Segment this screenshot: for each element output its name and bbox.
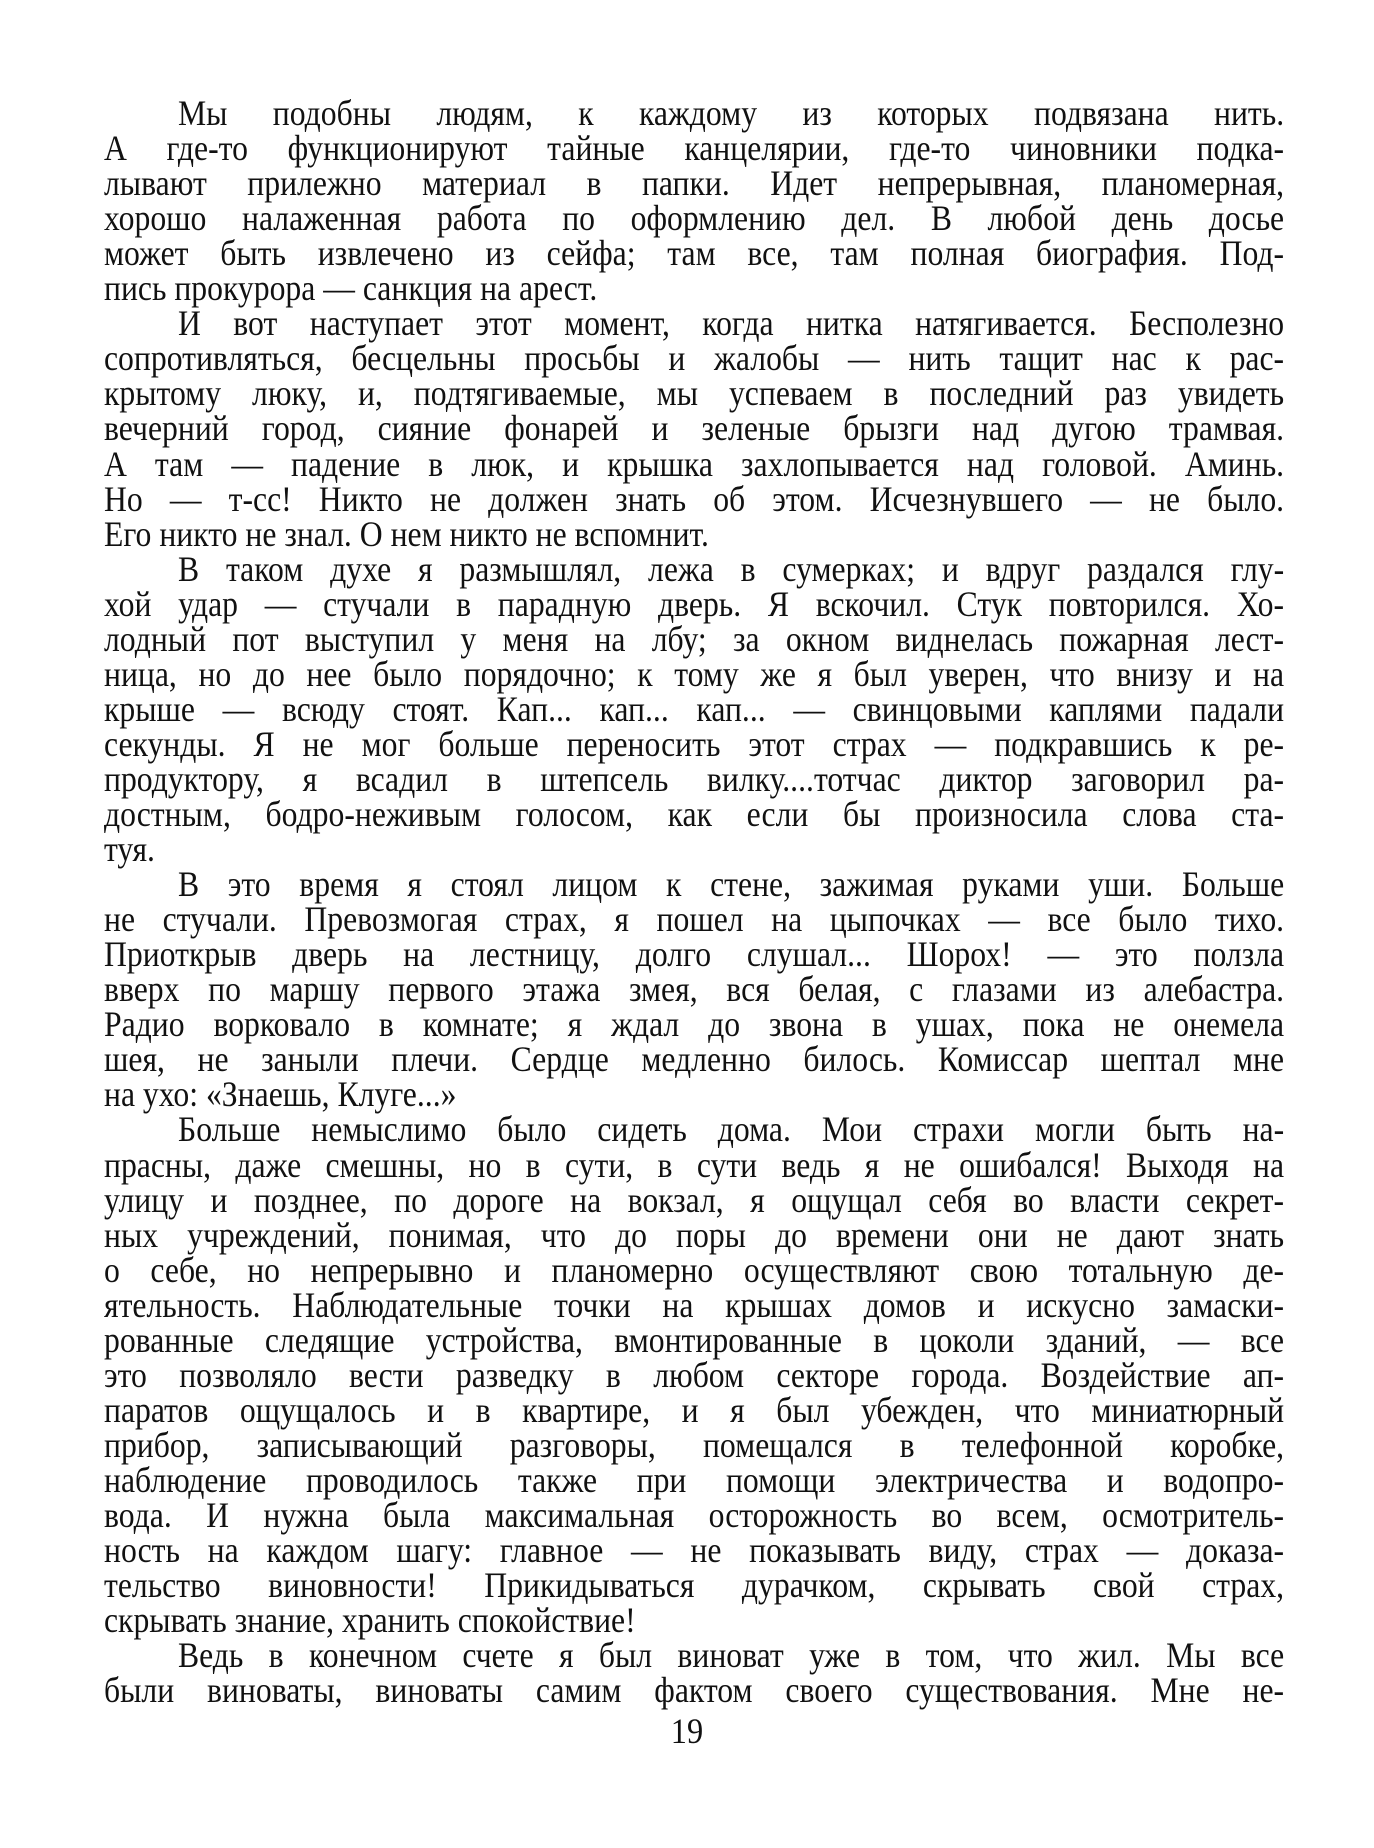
- text-line: достным, бодро-неживым голосом, как если бы произносила слова ста-: [104, 794, 1285, 834]
- text-line: В таком духе я размышлял, лежа в сумерках; и вдруг раздался глу-: [178, 548, 1285, 589]
- text-line: вверх по маршу первого этажа змея, вся белая, с глазами из алебастра.: [104, 969, 1285, 1010]
- text-line: ных учреждений, понимая, что до поры до времени они не дают знать: [104, 1214, 1285, 1255]
- text-line: лывают прилежно материал в папки. Идет непрерывная, планомерная,: [104, 163, 1285, 204]
- text-line: может быть извлечено из сейфа; там все, там полная биография. Под-: [104, 233, 1285, 274]
- text-line: А там — падение в люк, и крышка захлопывается над головой. Аминь.: [104, 443, 1285, 484]
- text-line: шея, не заныли плечи. Сердце медленно билось. Комиссар шептал мне: [104, 1039, 1285, 1080]
- text-line: хой удар — стучали в парадную дверь. Я вскочил. Стук повторился. Хо-: [104, 583, 1285, 624]
- text-line: лодный пот выступил у меня на лбу; за окном виднелась пожарная лест-: [104, 618, 1285, 659]
- text-line: ятельность. Наблюдательные точки на крышах домов и искусно замаски-: [104, 1284, 1285, 1325]
- text-line: секунды. Я не мог больше переносить этот страх — подкравшись к ре-: [104, 723, 1285, 764]
- text-line: рованные следящие устройства, вмонтированные в цоколи зданий, — все: [104, 1319, 1285, 1360]
- text-line: Мы подобны людям, к каждому из которых подвязана нить.: [178, 93, 1285, 133]
- text-line: хорошо налаженная работа по оформлению дел. В любой день досье: [104, 198, 1285, 239]
- text-line: вечерний город, сияние фонарей и зеленые брызги над дугою трамвая.: [104, 408, 1285, 449]
- text-line: туя.: [104, 829, 155, 870]
- text-line: Но — т-сс! Никто не должен знать об этом. Исчезнувшего — не было.: [104, 478, 1285, 519]
- text-line: продуктору, я всадил в штепсель вилку....тотчас диктор заговорил ра-: [104, 758, 1285, 799]
- text-line: прасны, даже смешны, но в сути, в сути ведь я не ошибался! Выходя на: [104, 1144, 1285, 1185]
- text-line: были виноваты, виноваты самим фактом своего существования. Мне не-: [104, 1670, 1285, 1711]
- text-line: паратов ощущалось и в квартире, и я был убежден, что миниатюрный: [104, 1389, 1285, 1430]
- text-line: сопротивляться, бесцельны просьбы и жалобы — нить тащит нас к рас-: [104, 338, 1285, 379]
- text-line: не стучали. Превозмогая страх, я пошел на цыпочках — все было тихо.: [104, 899, 1285, 940]
- text-line: ница, но до нее было порядочно; к тому же я был уверен, что внизу и на: [104, 653, 1285, 694]
- text-line: тельство виновности! Прикидываться дурачком, скрывать свой страх,: [104, 1565, 1285, 1606]
- text-line: Его никто не знал. О нем никто не вспомнит.: [104, 513, 709, 554]
- text-line: о себе, но непрерывно и планомерно осуществляют свою тотальную де-: [104, 1249, 1285, 1290]
- text-line: это позволяло вести разведку в любом секторе города. Воздействие ап-: [104, 1354, 1285, 1395]
- text-line: крытому люку, и, подтягиваемые, мы успеваем в последний раз увидеть: [104, 373, 1285, 414]
- text-line: улицу и позднее, по дороге на вокзал, я ощущал себя во власти секрет-: [104, 1179, 1285, 1220]
- text-line: вода. И нужна была максимальная осторожность во всем, осмотритель-: [104, 1495, 1285, 1535]
- text-line: Больше немыслимо было сидеть дома. Мои страхи могли быть на-: [178, 1109, 1285, 1150]
- text-line: крыше — всюду стоят. Кап... кап... кап... — свинцовыми каплями падали: [104, 688, 1285, 729]
- text-line: на ухо: «Знаешь, Клуге...»: [104, 1074, 457, 1115]
- text-line: А где-то функционируют тайные канцелярии, где-то чиновники подка-: [104, 128, 1285, 169]
- text-line: ность на каждом шагу: главное — не показывать виду, страх — доказа-: [104, 1530, 1285, 1571]
- text-line: скрывать знание, хранить спокойствие!: [104, 1600, 636, 1641]
- text-line: Радио ворковало в комнате; я ждал до звона в ушах, пока не онемела: [104, 1004, 1285, 1045]
- text-line: пись прокурора — санкция на арест.: [104, 268, 598, 309]
- page-number: 19: [670, 1711, 704, 1751]
- text-line: прибор, записывающий разговоры, помещался в телефонной коробке,: [104, 1424, 1285, 1465]
- text-line: И вот наступает этот момент, когда нитка натягивается. Бесполезно: [178, 303, 1285, 344]
- text-line: Приоткрыв дверь на лестницу, долго слушал... Шорох! — это ползла: [104, 934, 1285, 975]
- text-line: наблюдение проводилось также при помощи электричества и водопро-: [104, 1459, 1285, 1500]
- text-line: Ведь в конечном счете я был виноват уже в том, что жил. Мы все: [178, 1635, 1285, 1676]
- text-line: В это время я стоял лицом к стене, зажимая руками уши. Больше: [178, 864, 1285, 905]
